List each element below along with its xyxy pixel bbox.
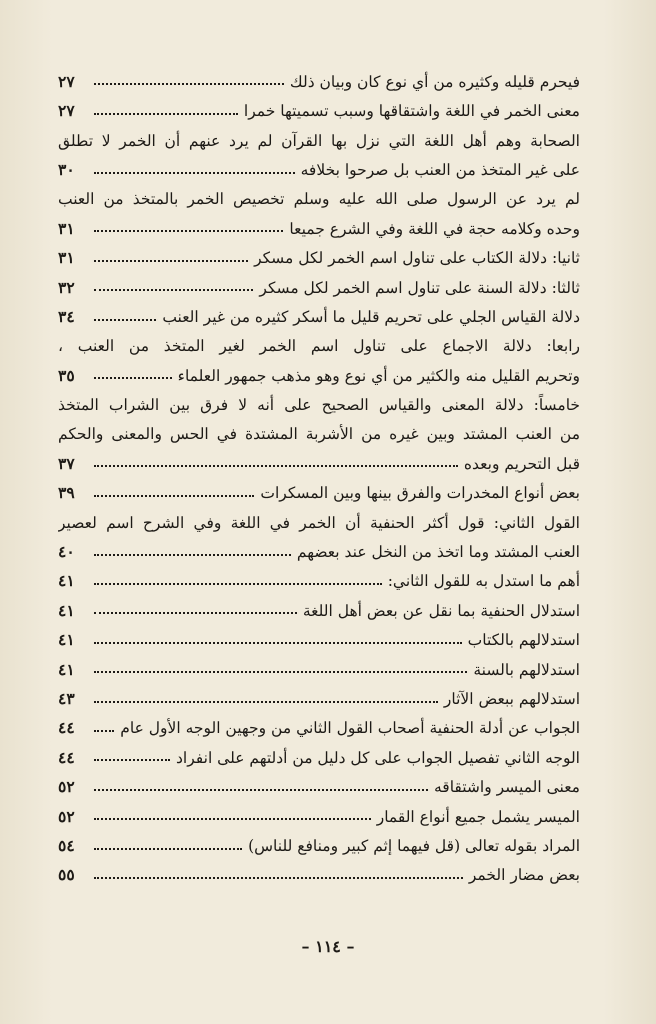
toc-entry-text: وحده وكلامه حجة في اللغة وفي الشرع جميعا xyxy=(289,219,580,238)
toc-entry-text: القول الثاني: قول أكثر الحنفية أن الخمر في اللغة وفي الشرح اسم لعصير xyxy=(58,513,580,532)
toc-entry xyxy=(58,709,580,738)
dot-leader xyxy=(94,83,284,85)
toc-entry-text: قبل التحريم وبعده xyxy=(463,454,580,473)
toc-entry-text: معنى الميسر واشتقاقه xyxy=(433,778,580,797)
toc-entry-text: بعض أنواع المخدرات والفرق بينها وبين المسكرات xyxy=(260,484,580,503)
toc-entry xyxy=(58,62,580,91)
toc-entry-text: العنب المشتد وما اتخذ من النخل عند بعضهم xyxy=(296,543,580,562)
dot-leader xyxy=(94,289,253,291)
toc-entry xyxy=(58,650,580,679)
toc-entry-page-number: ٣٧ xyxy=(58,453,75,473)
toc-entry xyxy=(58,826,580,855)
toc-entry xyxy=(58,767,580,796)
toc-entry-text: الوجه الثاني تفصيل الجواب على كل دليل من أدلتهم على انفراد xyxy=(176,748,580,767)
dot-leader xyxy=(94,319,156,321)
dot-leader xyxy=(94,877,463,879)
toc-entry xyxy=(58,738,580,767)
toc-entry-page-number: ٤١ xyxy=(58,630,75,650)
dot-leader xyxy=(94,642,462,644)
toc-entry-page-number: ٤٤ xyxy=(58,718,75,738)
toc-entry-text: استدلال الحنفية بما نقل عن بعض أهل اللغة xyxy=(302,601,580,620)
toc-entry-page-number: ٤١ xyxy=(58,571,75,591)
dot-leader xyxy=(94,113,238,115)
toc-entry-text: خامساً: دلالة المعنى والقياس الصحيح على أنه لا فرق بين الشراب المتخذ xyxy=(58,396,580,415)
toc-entry-page-number: ٥٢ xyxy=(58,777,75,797)
toc-entry xyxy=(58,150,580,179)
toc-entry-text: على غير المتخذ من العنب بل صرحوا بخلافه xyxy=(300,160,580,179)
dot-leader xyxy=(94,730,114,732)
dot-leader xyxy=(94,701,438,703)
dot-leader xyxy=(94,671,467,673)
dot-leader xyxy=(94,495,254,497)
toc-entry xyxy=(58,209,580,238)
toc-entry-page-number: ٣١ xyxy=(58,218,75,238)
toc-entry xyxy=(58,532,580,561)
dot-leader xyxy=(94,230,283,232)
toc-entry xyxy=(58,268,580,297)
toc-entry xyxy=(58,856,580,885)
toc-entry-text: ثانيا: دلالة الكتاب على تناول اسم الخمر لكل مسكر xyxy=(254,249,580,268)
dot-leader xyxy=(94,848,242,850)
toc-entry-page-number: ٤١ xyxy=(58,659,75,679)
toc-entry-page-number: ٤٤ xyxy=(58,747,75,767)
dot-leader xyxy=(94,465,458,467)
toc-entry-page-number: ٣٩ xyxy=(58,483,75,503)
toc-entry xyxy=(58,503,580,532)
toc-entry-text: المراد بقوله تعالى (قل فيهما إثم كبير ومنافع للناس) xyxy=(248,836,580,855)
toc-entry-text: ثالثا: دلالة السنة على تناول اسم الخمر لكل مسكر xyxy=(259,278,580,297)
dot-leader xyxy=(94,583,382,585)
toc-entry-page-number: ٥٢ xyxy=(58,806,75,826)
toc-entry-page-number: ٣٢ xyxy=(58,277,75,297)
dot-leader xyxy=(94,789,428,791)
toc-entry-page-number: ٣٥ xyxy=(58,365,75,385)
toc-entry-page-number: ٣٠ xyxy=(58,159,75,179)
toc-entry xyxy=(58,415,580,444)
toc-entry-text: دلالة القياس الجلي على تحريم قليل ما أسكر كثيره من غير العنب xyxy=(162,307,580,326)
toc-entry xyxy=(58,121,580,150)
toc-entry xyxy=(58,591,580,620)
toc-entry-text: لم يرد عن الرسول صلى الله عليه وسلم تخصيص الخمر بالمتخذ من العنب xyxy=(58,190,580,209)
toc-entry xyxy=(58,385,580,414)
toc-entry-text: الجواب عن أدلة الحنفية أصحاب القول الثاني من وجهين الوجه الأول عام xyxy=(120,719,580,738)
toc-entry-text: استدلالهم بالسنة xyxy=(473,660,580,679)
toc-entry-page-number: ٤١ xyxy=(58,600,75,620)
toc-entry-page-number: ٤٠ xyxy=(58,542,75,562)
toc-entry xyxy=(58,444,580,473)
toc-entry-page-number: ٣١ xyxy=(58,248,75,268)
dot-leader xyxy=(94,612,297,614)
toc-entry xyxy=(58,620,580,649)
toc-entry-page-number: ٣٤ xyxy=(58,306,75,326)
toc-entry-text: وتحريم القليل منه والكثير من أي نوع وهو مذهب جمهور العلماء xyxy=(177,366,580,385)
toc-entry-page-number: ٥٤ xyxy=(58,835,75,855)
page-number-footer: – ١١٤ – xyxy=(301,937,355,956)
toc-entry xyxy=(58,91,580,120)
dot-leader xyxy=(94,818,371,820)
toc-entry-text: الميسر يشمل جميع أنواع القمار xyxy=(376,807,580,826)
dot-leader xyxy=(94,759,170,761)
toc-entry-page-number: ٢٧ xyxy=(58,101,75,121)
dot-leader xyxy=(94,554,291,556)
toc-entry xyxy=(58,562,580,591)
dot-leader xyxy=(94,260,248,262)
toc-entry-text: استدلالهم بالكتاب xyxy=(467,631,580,650)
toc-entry-page-number: ٢٧ xyxy=(58,71,75,91)
toc-entry-text: استدلالهم ببعض الآثار xyxy=(443,690,580,708)
toc-entry-text: الصحابة وهم أهل اللغة التي نزل بها القرآن لم يرد عنهم أن الخمر لا تطلق xyxy=(58,131,580,150)
toc-entry-text: بعض مضار الخمر xyxy=(468,866,580,885)
toc-entry-text: رابعا: دلالة الاجماع على تناول اسم الخمر لغير المتخذ من العنب ، xyxy=(58,337,580,356)
dot-leader xyxy=(94,172,295,174)
toc-entry-page-number: ٤٣ xyxy=(58,689,75,708)
toc-entry xyxy=(58,297,580,326)
table-of-contents xyxy=(58,62,580,885)
toc-entry xyxy=(58,679,580,708)
toc-entry-text: من العنب المشتد وبين غيره من الأشربة المشتدة في الحس والمعنى والحكم xyxy=(58,425,580,444)
toc-entry-text: معنى الخمر في اللغة واشتقاقها وسبب تسميتها خمرا xyxy=(243,102,580,121)
toc-entry-text: أهم ما استدل به للقول الثاني: xyxy=(387,572,580,591)
toc-entry-page-number: ٥٥ xyxy=(58,865,75,885)
toc-entry-text: فيحرم قليله وكثيره من أي نوع كان وبيان ذلك xyxy=(289,72,580,91)
toc-entry xyxy=(58,473,580,502)
dot-leader xyxy=(94,377,172,379)
toc-entry xyxy=(58,238,580,267)
toc-entry xyxy=(58,327,580,356)
toc-entry xyxy=(58,180,580,209)
toc-entry xyxy=(58,797,580,826)
toc-entry xyxy=(58,356,580,385)
